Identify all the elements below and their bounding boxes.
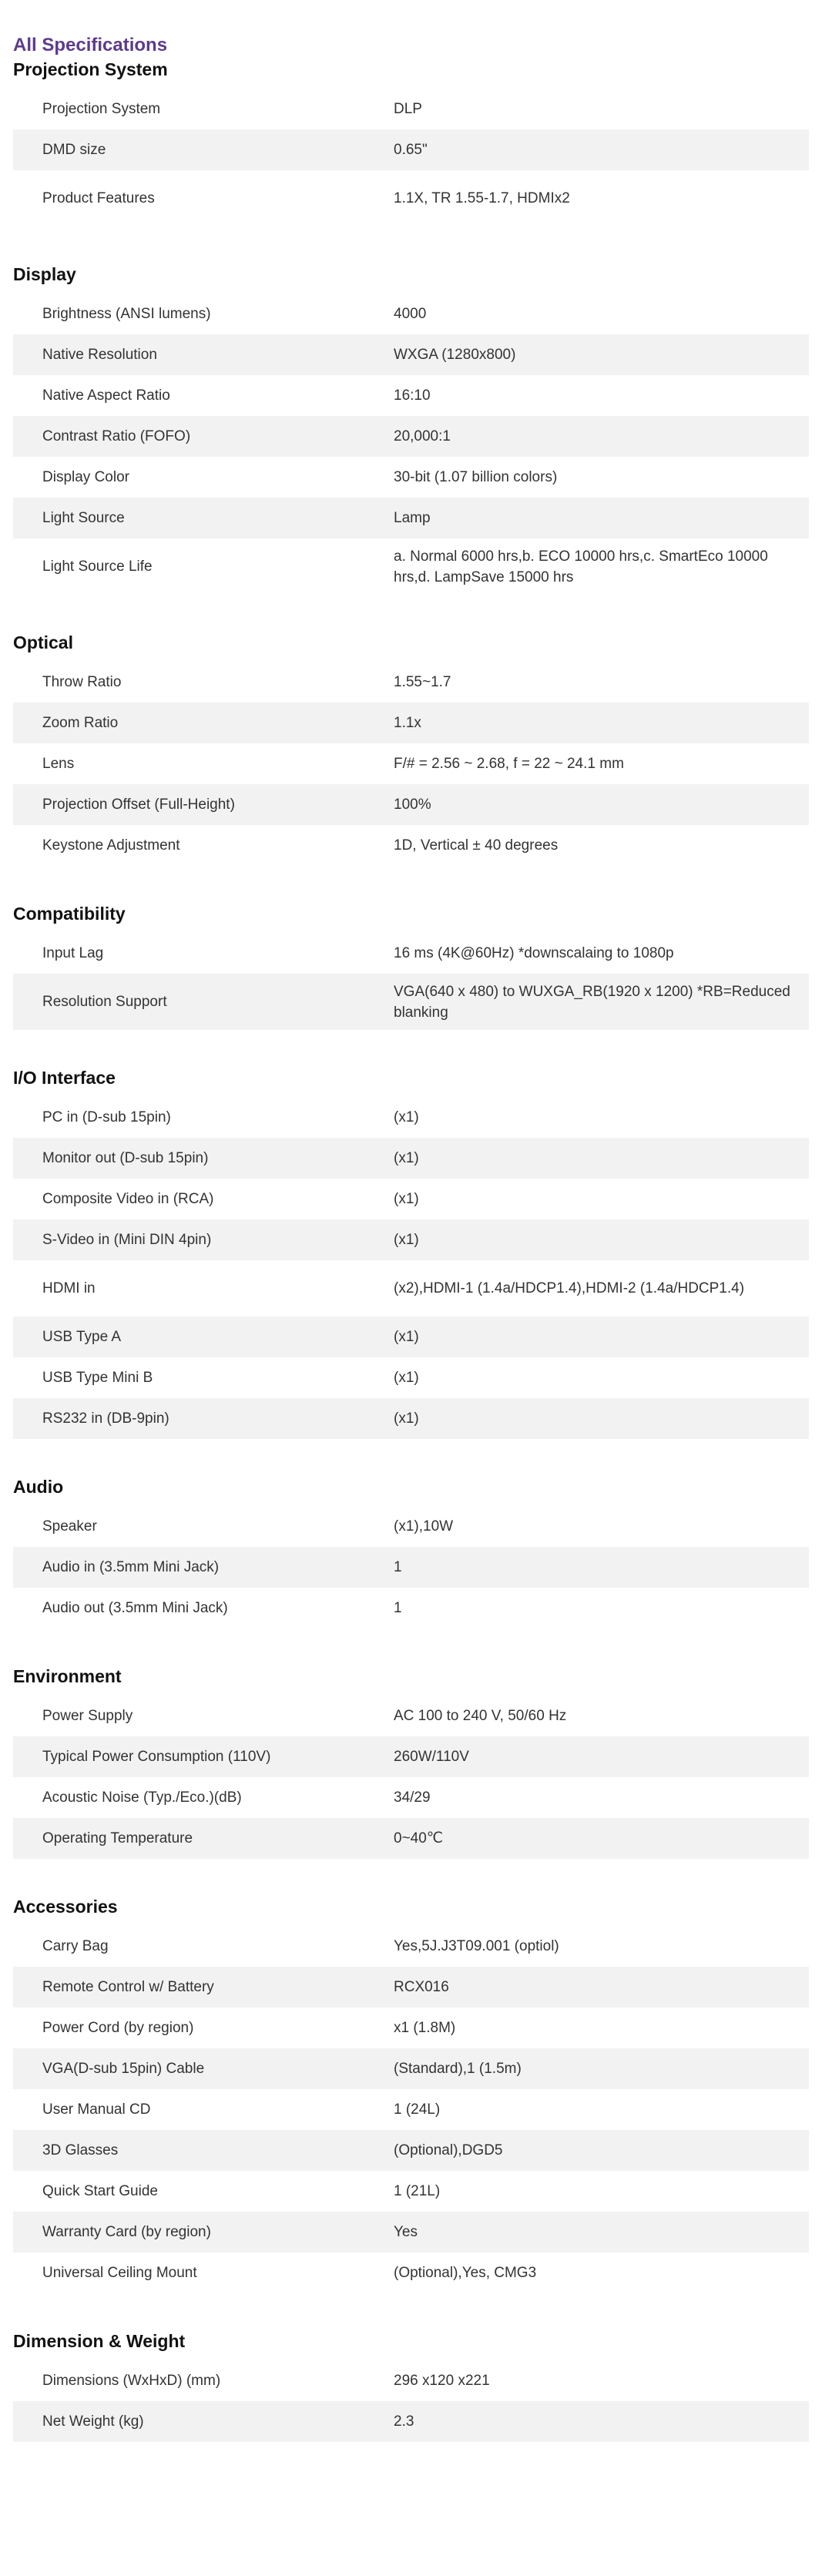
- spec-label: Resolution Support: [13, 974, 394, 1030]
- spec-value: 1 (24L): [394, 2101, 441, 2118]
- spec-label: Contrast Ratio (FOFO): [13, 416, 394, 457]
- spec-row: [13, 743, 809, 784]
- spec-label: VGA(D-sub 15pin) Cable: [13, 2048, 394, 2089]
- spec-row: [13, 2252, 809, 2293]
- spec-row: [13, 1547, 809, 1588]
- spec-row: [13, 662, 809, 703]
- spec-row: [13, 457, 809, 498]
- spec-value: (x1): [394, 1370, 419, 1386]
- spec-table: [13, 1097, 809, 1439]
- spec-row: [13, 1138, 809, 1179]
- spec-row: [13, 375, 809, 416]
- spec-table: [13, 662, 809, 866]
- spec-row: [13, 1588, 809, 1628]
- section-title: Audio: [13, 1477, 64, 1497]
- spec-table: [13, 1926, 809, 2293]
- spec-label: Lens: [42, 756, 75, 772]
- spec-label: Typical Power Consumption (110V): [13, 1736, 394, 1777]
- spec-row: [13, 129, 809, 170]
- spec-row: [13, 2401, 809, 2442]
- spec-section: [13, 901, 809, 1030]
- spec-label: Projection System: [42, 101, 161, 117]
- spec-section: [13, 1065, 809, 1439]
- spec-row: [13, 334, 809, 375]
- section-title: Dimension & Weight: [13, 2331, 186, 2351]
- spec-section: [13, 1474, 809, 1628]
- spec-label: Product Features: [42, 190, 155, 206]
- spec-value: (Standard),1 (1.5m): [394, 2048, 809, 2089]
- spec-table: [13, 1696, 809, 1859]
- spec-label: Throw Ratio: [42, 674, 122, 690]
- spec-value: (x1): [394, 1109, 419, 1125]
- spec-row: [13, 498, 809, 538]
- spec-row: [13, 1097, 809, 1138]
- spec-section: [13, 630, 809, 866]
- spec-value: (x1): [394, 1138, 809, 1179]
- spec-value: Yes,5J.J3T09.001 (optiol): [394, 1938, 559, 1954]
- section-title: Projection System: [13, 59, 168, 79]
- spec-row: [13, 933, 809, 974]
- spec-section: [13, 57, 809, 226]
- spec-row: [13, 2212, 809, 2252]
- spec-value: 30-bit (1.07 billion colors): [394, 469, 558, 485]
- spec-label: User Manual CD: [42, 2101, 151, 2118]
- spec-value: x1 (1.8M): [394, 2020, 456, 2036]
- section-title: Compatibility: [13, 904, 126, 924]
- spec-row: [13, 1219, 809, 1260]
- spec-value: (x1): [394, 1398, 809, 1439]
- spec-row: [13, 1926, 809, 1967]
- spec-row: [13, 2089, 809, 2130]
- spec-value: 4000: [394, 306, 427, 322]
- spec-label: S-Video in (Mini DIN 4pin): [13, 1219, 394, 1260]
- spec-label: Power Cord (by region): [42, 2020, 194, 2036]
- spec-value: 260W/110V: [394, 1736, 809, 1777]
- spec-row: [13, 293, 809, 334]
- spec-label: RS232 in (DB-9pin): [13, 1398, 394, 1439]
- spec-row: [13, 170, 809, 226]
- spec-row: [13, 1179, 809, 1219]
- spec-value: 20,000:1: [394, 416, 809, 457]
- spec-row: [13, 538, 809, 595]
- spec-value: 16 ms (4K@60Hz) *downscalaing to 1080p: [394, 945, 674, 961]
- spec-label: Operating Temperature: [13, 1818, 394, 1859]
- spec-label: Audio in (3.5mm Mini Jack): [13, 1547, 394, 1588]
- section-title: Environment: [13, 1666, 122, 1686]
- spec-label: Carry Bag: [42, 1938, 109, 1954]
- spec-value: 2.3: [394, 2401, 809, 2442]
- section-title: I/O Interface: [13, 1068, 116, 1088]
- spec-value: 16:10: [394, 387, 431, 404]
- spec-label: Dimensions (WxHxD) (mm): [42, 2373, 221, 2389]
- spec-label: PC in (D-sub 15pin): [42, 1109, 171, 1125]
- spec-table: [13, 1506, 809, 1628]
- spec-label: Power Supply: [42, 1708, 133, 1724]
- spec-label: Speaker: [42, 1518, 97, 1535]
- spec-label: Zoom Ratio: [13, 703, 394, 743]
- spec-table: [13, 933, 809, 1030]
- spec-label: 3D Glasses: [13, 2130, 394, 2171]
- spec-row: [13, 974, 809, 1030]
- spec-value: 296 x120 x221: [394, 2373, 490, 2389]
- spec-value: 1 (21L): [394, 2183, 441, 2199]
- spec-value: Yes: [394, 2212, 809, 2252]
- spec-label: Audio out (3.5mm Mini Jack): [42, 1600, 228, 1616]
- spec-value: (Optional),Yes, CMG3: [394, 2265, 537, 2281]
- spec-label: Brightness (ANSI lumens): [42, 306, 211, 322]
- spec-label: Net Weight (kg): [13, 2401, 394, 2442]
- spec-row: [13, 1777, 809, 1818]
- spec-section: [13, 262, 809, 595]
- spec-label: Remote Control w/ Battery: [13, 1967, 394, 2007]
- spec-row: [13, 2048, 809, 2089]
- spec-row: [13, 1818, 809, 1859]
- spec-value: DLP: [394, 101, 422, 117]
- spec-value: (x2),HDMI-1 (1.4a/HDCP1.4),HDMI-2 (1.4a/HDCP1.4): [394, 1280, 745, 1296]
- spec-value: WXGA (1280x800): [394, 334, 809, 375]
- spec-label: Light Source: [13, 498, 394, 538]
- spec-value: 1D, Vertical ± 40 degrees: [394, 837, 559, 854]
- spec-label: Input Lag: [42, 945, 104, 961]
- spec-section: [13, 1664, 809, 1859]
- spec-value: (x1): [394, 1219, 809, 1260]
- spec-value: (x1): [394, 1191, 419, 1207]
- spec-label: Display Color: [42, 469, 129, 485]
- spec-row: [13, 1317, 809, 1357]
- spec-label: Acoustic Noise (Typ./Eco.)(dB): [42, 1789, 242, 1806]
- spec-label: Universal Ceiling Mount: [42, 2265, 197, 2281]
- spec-row: [13, 1696, 809, 1736]
- spec-value: (x1): [394, 1317, 809, 1357]
- spec-label: Native Aspect Ratio: [42, 387, 170, 404]
- spec-row: [13, 2130, 809, 2171]
- spec-sections: [13, 57, 809, 2442]
- spec-label: Projection Offset (Full-Height): [13, 784, 394, 825]
- spec-value: 0.65": [394, 129, 809, 170]
- spec-value: 1.1x: [394, 703, 809, 743]
- spec-row: [13, 1967, 809, 2007]
- spec-value: 34/29: [394, 1789, 431, 1806]
- spec-table: [13, 2360, 809, 2442]
- spec-label: Warranty Card (by region): [13, 2212, 394, 2252]
- spec-value: AC 100 to 240 V, 50/60 Hz: [394, 1708, 567, 1724]
- spec-value: (Optional),DGD5: [394, 2130, 809, 2171]
- spec-value: 100%: [394, 784, 809, 825]
- spec-value: a. Normal 6000 hrs,b. ECO 10000 hrs,c. SmartEco 10000 hrs,d. LampSave 15000 hrs: [394, 548, 768, 585]
- spec-label: Keystone Adjustment: [42, 837, 180, 854]
- spec-value: 1: [394, 1547, 809, 1588]
- spec-row: [13, 2171, 809, 2212]
- spec-row: [13, 703, 809, 743]
- spec-label: Quick Start Guide: [42, 2183, 158, 2199]
- spec-row: [13, 825, 809, 866]
- spec-label: HDMI in: [42, 1280, 96, 1296]
- spec-label: Light Source Life: [42, 558, 153, 575]
- spec-label: Native Resolution: [13, 334, 394, 375]
- spec-row: [13, 2360, 809, 2401]
- section-title: Accessories: [13, 1897, 118, 1917]
- spec-value: (x1),10W: [394, 1518, 454, 1535]
- spec-row: [13, 2007, 809, 2048]
- spec-value: F/# = 2.56 ~ 2.68, f = 22 ~ 24.1 mm: [394, 756, 624, 772]
- section-title: Optical: [13, 632, 73, 652]
- spec-value: 1.55~1.7: [394, 674, 451, 690]
- spec-row: [13, 1398, 809, 1439]
- spec-value: 1.1X, TR 1.55-1.7, HDMIx2: [394, 190, 570, 206]
- spec-row: [13, 784, 809, 825]
- spec-row: [13, 1736, 809, 1777]
- spec-table: [13, 89, 809, 226]
- spec-row: [13, 1260, 809, 1317]
- spec-label: USB Type A: [13, 1317, 394, 1357]
- spec-value: 1: [394, 1600, 402, 1616]
- spec-value: 0~40℃: [394, 1818, 809, 1859]
- spec-row: [13, 416, 809, 457]
- section-title: Display: [13, 264, 76, 284]
- spec-section: [13, 2329, 809, 2442]
- spec-row: [13, 89, 809, 129]
- spec-label: Monitor out (D-sub 15pin): [13, 1138, 394, 1179]
- spec-row: [13, 1357, 809, 1398]
- spec-value: RCX016: [394, 1967, 809, 2007]
- spec-section: [13, 1894, 809, 2293]
- spec-label: DMD size: [13, 129, 394, 170]
- spec-row: [13, 1506, 809, 1547]
- spec-value: Lamp: [394, 498, 809, 538]
- spec-table: [13, 293, 809, 595]
- page-title: All Specifications: [13, 35, 168, 55]
- spec-label: USB Type Mini B: [42, 1370, 153, 1386]
- spec-value: VGA(640 x 480) to WUXGA_RB(1920 x 1200) *RB=Reduced blanking: [394, 974, 809, 1030]
- spec-label: Composite Video in (RCA): [42, 1191, 214, 1207]
